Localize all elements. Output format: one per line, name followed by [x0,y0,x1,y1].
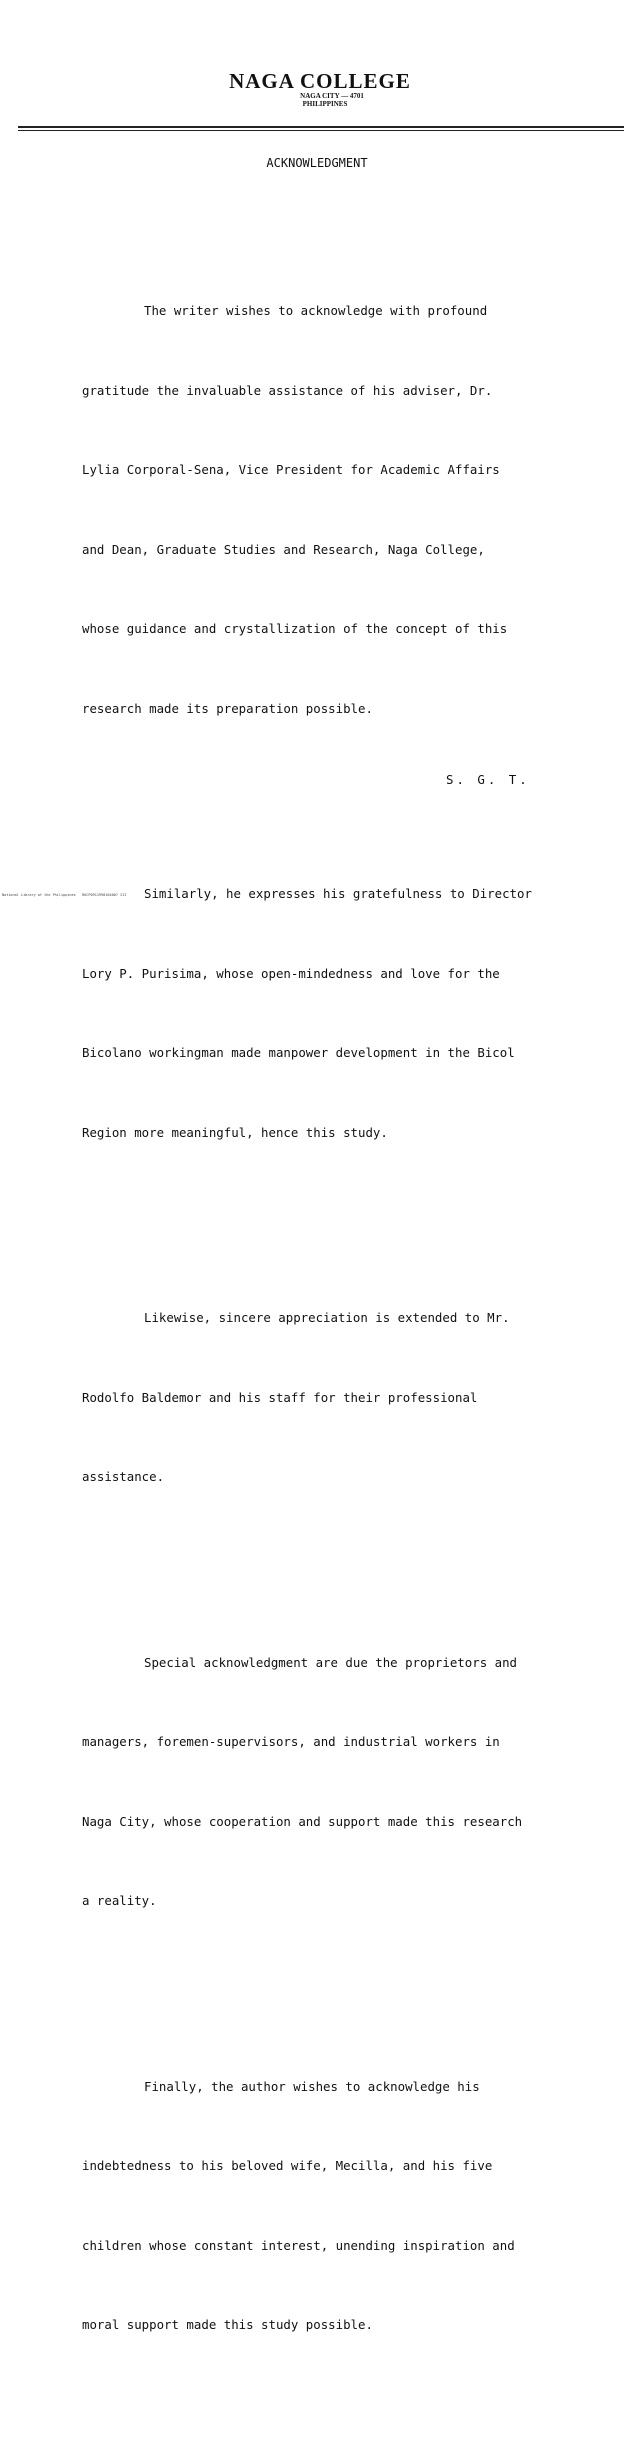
paragraph-line: Lylia Corporal-Sena, Vice President for Academic Affairs [82,462,500,477]
letterhead [170,70,470,108]
paragraph-3 [82,1252,582,1544]
signature-initials: S. G. T. [446,772,530,787]
paragraph-line: assistance. [82,1469,165,1484]
college-name: NAGA COLLEGE [229,69,411,93]
letterhead-rule-bottom [18,130,624,131]
paragraph-line: Naga City, whose cooperation and support made this research [82,1813,523,1829]
archive-footer-note: National Library of the Philippines RUCP0911990104007 III [2,893,127,897]
college-city: NAGA CITY — 4701 [300,92,364,100]
document-title: ACKNOWLEDGMENT [266,156,368,170]
paragraph-line: a reality. [82,1893,157,1908]
paragraph-line: research made its preparation possible. [82,700,373,716]
paragraph-line: whose guidance and crystallization of the concept of this [82,621,508,636]
paragraph-line: Region more meaningful, hence this study. [82,1124,388,1140]
paragraph-line: Likewise, sincere appreciation is extended to Mr. [144,1310,510,1325]
paragraph-line: Finally, the author wishes to acknowledge his [144,2078,480,2094]
paragraph-4 [82,1597,582,1968]
paragraph-5 [82,2021,582,2392]
paragraph-2 [82,828,582,1199]
paragraph-line: Lory P. Purisima, whose open-mindedness and love for the [82,965,500,981]
paragraph-line: managers, foremen-supervisors, and industrial workers in [82,1734,500,1749]
college-country: PHILIPPINES [302,100,348,108]
document-body [82,192,582,2445]
letterhead-rule-top [18,126,624,128]
paragraph-line: Bicolano workingman made manpower development in the Bicol [82,1045,515,1060]
paragraph-line: gratitude the invaluable assistance of his adviser, Dr. [82,382,493,398]
paragraph-line: The writer wishes to acknowledge with profound [144,303,488,318]
paragraph-line: and Dean, Graduate Studies and Research, Naga College, [82,541,485,557]
paragraph-line: children whose constant interest, unending inspiration and [82,2237,515,2253]
paragraph-line: Similarly, he expresses his gratefulness to Director [144,886,532,901]
paragraph-line: Special acknowledgment are due the proprietors and [144,1654,517,1670]
paragraph-1 [82,245,582,775]
paragraph-line: Rodolfo Baldemor and his staff for their professional [82,1389,478,1405]
paragraph-line: moral support made this study possible. [82,2317,373,2332]
paragraph-line: indebtedness to his beloved wife, Mecilla, and his five [82,2158,493,2173]
